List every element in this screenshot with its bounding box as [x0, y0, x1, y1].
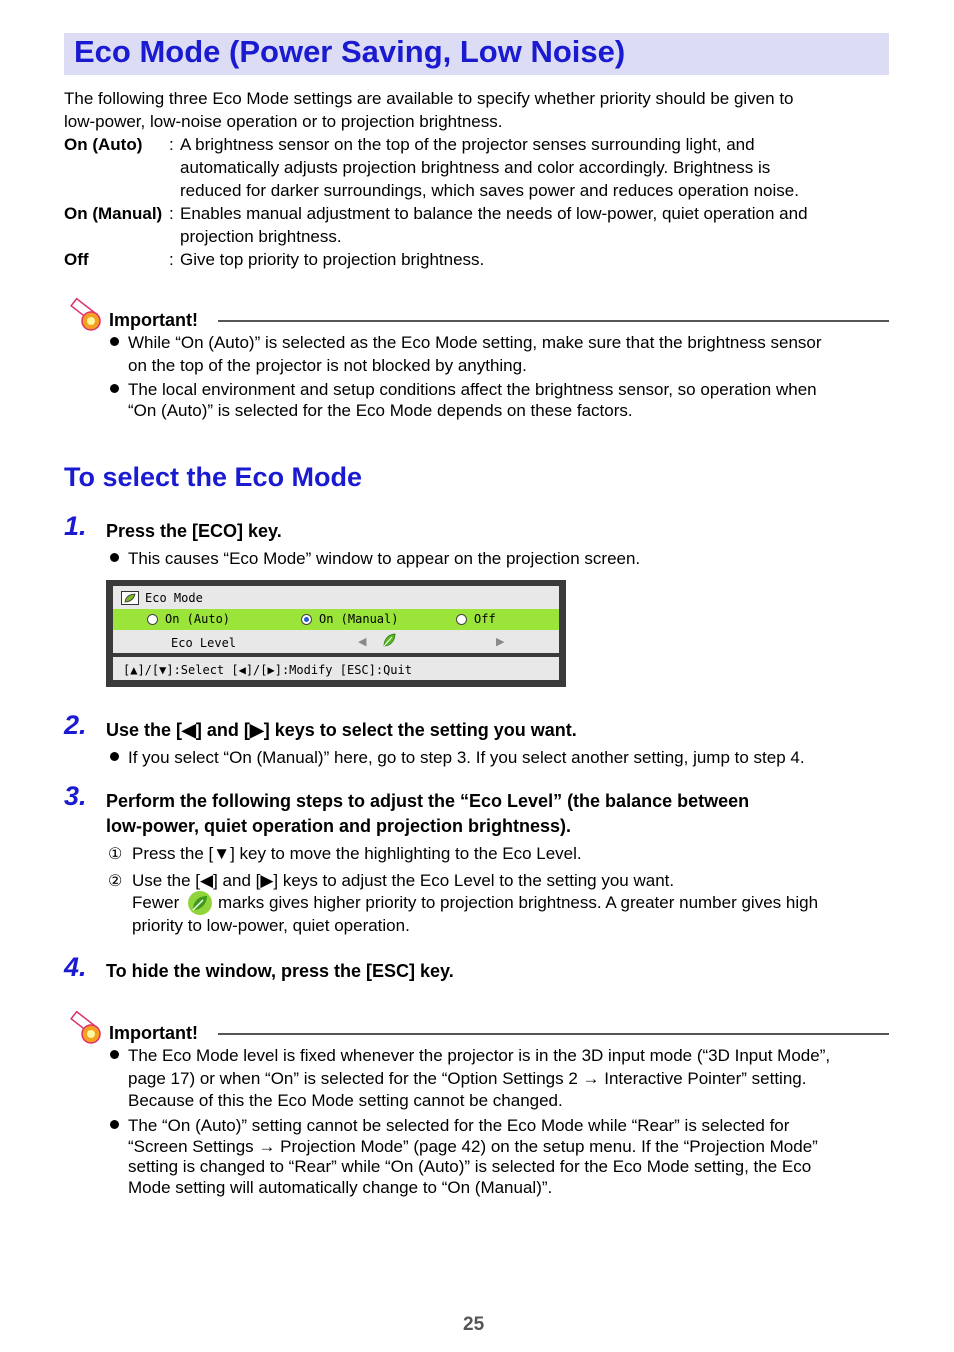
- eco-options-row[interactable]: [113, 609, 559, 630]
- substep-text: Press the [▼] key to move the highlighting to the Eco Level.: [132, 844, 582, 863]
- option-label: Off: [474, 612, 496, 626]
- right-arrow-icon[interactable]: ▶: [496, 636, 505, 648]
- page-title: Eco Mode (Power Saving, Low Noise): [74, 34, 626, 69]
- divider: [218, 320, 889, 322]
- intro-line-1: The following three Eco Mode settings are available to specify whether priority should be given to: [64, 89, 794, 108]
- substep-text: marks gives higher priority to projection brightness. A greater number gives high: [218, 893, 819, 912]
- substep-text: Use the [◀] and [▶] keys to adjust the Eco Level to the setting you want.: [132, 871, 675, 890]
- setting-colon: :: [169, 135, 174, 154]
- intro-line-2: low-power, low-noise operation or to projection brightness.: [64, 112, 503, 131]
- setting-desc: Enables manual adjustment to balance the needs of low-power, quiet operation and: [180, 204, 808, 223]
- page-number: 25: [463, 1314, 485, 1335]
- important-bullet: The local environment and setup conditions affect the brightness sensor, so operation when: [128, 380, 817, 399]
- radio-off[interactable]: [456, 614, 467, 625]
- step-number: 4.: [64, 952, 87, 982]
- setting-desc: automatically adjusts projection brightness and color accordingly. Brightness is: [180, 158, 771, 177]
- eco-mode-panel: [113, 586, 559, 680]
- bullet-dot: [110, 384, 119, 393]
- setting-colon: :: [169, 204, 174, 223]
- setting-colon: :: [169, 250, 174, 269]
- bullet-dot: [110, 1050, 119, 1059]
- circled-two-marker: ②: [108, 873, 123, 890]
- section-heading: To select the Eco Mode: [64, 462, 363, 492]
- leaf-icon: [187, 890, 213, 916]
- step-bullet: If you select “On (Manual)” here, go to step 3. If you select another setting, jump to step 4.: [128, 748, 805, 767]
- radio-on-manual[interactable]: [301, 614, 312, 625]
- setting-term-off: Off: [64, 250, 89, 269]
- left-arrow-icon[interactable]: ◀: [358, 636, 367, 648]
- option-label: On (Auto): [165, 612, 231, 626]
- eco-window-icon: [121, 591, 139, 605]
- setting-desc: projection brightness.: [180, 227, 342, 246]
- bullet-dot: [110, 1120, 119, 1129]
- eco-separator: [113, 653, 559, 657]
- eco-footer-hint: [▲]/[▼]:Select [◀]/[▶]:Modify [ESC]:Quit: [123, 663, 412, 677]
- setting-desc: reduced for darker surroundings, which saves power and reduces operation noise.: [180, 181, 799, 200]
- step-text: Use the [◀] and [▶] keys to select the setting you want.: [106, 720, 577, 740]
- step-text: Perform the following steps to adjust the “Eco Level” (the balance between: [106, 791, 750, 811]
- option-label: On (Manual): [319, 612, 399, 626]
- important-bullet: “On (Auto)” is selected for the Eco Mode depends on these factors.: [128, 401, 633, 420]
- setting-desc: Give top priority to projection brightness.: [180, 250, 485, 269]
- bullet-dot: [110, 337, 119, 346]
- important-bullet: The “On (Auto)” setting cannot be selected for the Eco Mode while “Rear” is selected for: [128, 1116, 790, 1135]
- important-bullet: setting is changed to “Rear” while “On (Auto)” is selected for the Eco Mode setting, the Eco: [128, 1157, 812, 1176]
- important-bullet: on the top of the projector is not blocked by anything.: [128, 356, 527, 375]
- step-bullet: This causes “Eco Mode” window to appear on the projection screen.: [128, 549, 641, 568]
- step-number: 1.: [64, 511, 87, 541]
- substep-text: Fewer: [132, 893, 180, 912]
- step-text: Press the [ECO] key.: [106, 521, 282, 541]
- setting-desc: A brightness sensor on the top of the projector senses surrounding light, and: [180, 135, 755, 154]
- important-bullet: The Eco Mode level is fixed whenever the projector is in the 3D input mode (“3D Input Mode”,: [128, 1046, 831, 1065]
- bullet-dot: [110, 553, 119, 562]
- eco-level-label: Eco Level: [171, 636, 237, 650]
- important-bullet: Mode setting will automatically change to “On (Manual)”.: [128, 1178, 553, 1197]
- substep-text: priority to low-power, quiet operation.: [132, 916, 410, 935]
- setting-term-on-manual: On (Manual): [64, 204, 163, 223]
- circled-one-marker: ①: [108, 846, 123, 863]
- step-text: low-power, quiet operation and projection brightness).: [106, 816, 572, 836]
- eco-window-title: Eco Mode: [145, 591, 203, 605]
- bullet-dot: [110, 752, 119, 761]
- important-label: Important!: [109, 310, 198, 330]
- leaf-icon: [381, 632, 397, 648]
- step-number: 2.: [64, 710, 87, 740]
- important-bullet: “Screen Settings → Projection Mode” (page 42) on the setup menu. If the “Projection Mode”: [128, 1137, 818, 1156]
- step-text: To hide the window, press the [ESC] key.: [106, 961, 454, 981]
- important-bullet: page 17) or when “On” is selected for the “Option Settings 2 → Interactive Pointer” setting.: [128, 1069, 807, 1088]
- setting-term-on-auto: On (Auto): [64, 135, 143, 154]
- radio-on-auto[interactable]: [147, 614, 158, 625]
- pencil-icon: [64, 292, 106, 332]
- step-number: 3.: [64, 781, 87, 811]
- important-bullet: While “On (Auto)” is selected as the Eco Mode setting, make sure that the brightness sensor: [128, 333, 822, 352]
- eco-mode-window: [106, 580, 566, 687]
- divider: [218, 1033, 889, 1035]
- important-bullet: Because of this the Eco Mode setting cannot be changed.: [128, 1091, 563, 1110]
- pencil-icon: [64, 1005, 106, 1045]
- important-label: Important!: [109, 1023, 198, 1043]
